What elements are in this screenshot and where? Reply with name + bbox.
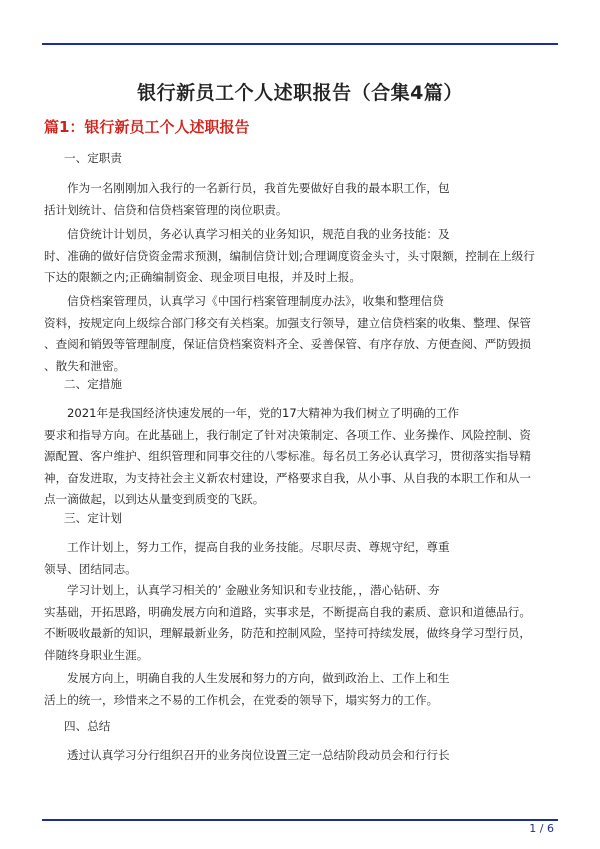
paragraph [44, 178, 558, 221]
article-title: 篇1：银行新员工个人述职报告 [44, 118, 250, 136]
section-heading: 二、定措施 [64, 377, 122, 391]
paragraph [44, 668, 558, 711]
text-line: 时、准确的做好信贷资金需求预测，编制信贷计划;合理调度资金头寸，头寸限额，控制在上级行 [44, 248, 535, 263]
text-line: 活上的统一，珍惜来之不易的工作机会，在党委的领导下，塌实努力的工作。 [44, 692, 439, 707]
text-line: 信贷档案管理员，认真学习《中国行档案管理制度办法》，收集和整理信贷 [67, 294, 444, 308]
text-line: 作为一名刚刚加入我行的一名新行员，我首先要做好自我的最本职工作，包 [67, 181, 450, 195]
text-line: 工作计划上，努力工作，提高自我的业务技能。尽职尽责、尊规守纪，尊重 [67, 540, 450, 554]
text-line: 学习计划上，认真学习相关的’ 金融业务知识和专业技能，，潜心钻研、夯 [67, 583, 440, 597]
text-line: 发展方向上，明确自我的人生发展和努力的方向，做到政治上、工作上和生 [67, 671, 450, 685]
text-line: 信贷统计计划员，务必认真学习相关的业务知识，规范自我的业务技能：及 [67, 227, 450, 241]
section-heading: 三、定计划 [64, 511, 122, 525]
text-line: 、散失和泄密。 [44, 358, 126, 373]
text-line: 下达的限额之内;正确编制资金、现金项目电报，并及时上报。 [44, 270, 361, 284]
text-line: 不断吸收最新的知识，理解最新业务，防范和控制风险，坚持可持续发展，做终身学习型行员， [44, 626, 531, 640]
text-line: 透过认真学习分行组织召开的业务岗位设置三定一总结阶段动员会和行行长 [67, 748, 450, 762]
text-line: 领导、团结同志。 [44, 561, 137, 576]
paragraph [44, 745, 558, 767]
section-heading: 四、总结 [64, 719, 111, 733]
section-heading: 一、定职责 [64, 151, 122, 165]
paragraph [44, 537, 558, 580]
text-line: 资料，按规定向上级综合部门移交有关档案。加强支行领导，建立信贷档案的收集、整理、保管 [44, 315, 531, 330]
header-rule [42, 43, 558, 45]
text-line: 伴随终身职业生涯。 [44, 647, 149, 662]
text-line: 、查阅和销毁等管理制度，保证信贷档案资料齐全、妥善保管、有序存放、方便查阅、严防毁损 [44, 337, 531, 351]
text-line: 实基础，开拓思路，明确发展方向和道路，实事求是，不断提高自我的素质、意识和道德品行。 [44, 604, 531, 619]
text-line: 点一滴做起，以到达从量变到质变的飞跃。 [44, 492, 265, 506]
paragraph [44, 224, 558, 289]
footer-rule [42, 819, 558, 821]
text-line: 括计划统计、信贷和信贷档案管理的岗位职责。 [44, 202, 288, 217]
paragraph [44, 580, 558, 666]
page-title: 银行新员工个人述职报告（合集4篇） [137, 82, 463, 104]
text-line: 要求和指导方向。在此基础上，我行制定了针对决策制定、各项工作、业务操作、风险控制、资 [44, 427, 531, 442]
text-line: 2021年是我国经济快速发展的一年，党的17大精神为我们树立了明确的工作 [67, 406, 460, 420]
text-line: 神，奋发进取，为支持社会主义新农村建设，严格要求自我，从小事、从自我的本职工作和从一 [44, 470, 531, 485]
text-line: 源配置、客户维护、组织管理和同事交往的八零标准。每名员工务必认真学习，贯彻落实指导精 [44, 449, 531, 463]
page-number: 1 / 6 [529, 822, 554, 835]
paragraph [44, 403, 558, 511]
paragraph [44, 291, 558, 377]
